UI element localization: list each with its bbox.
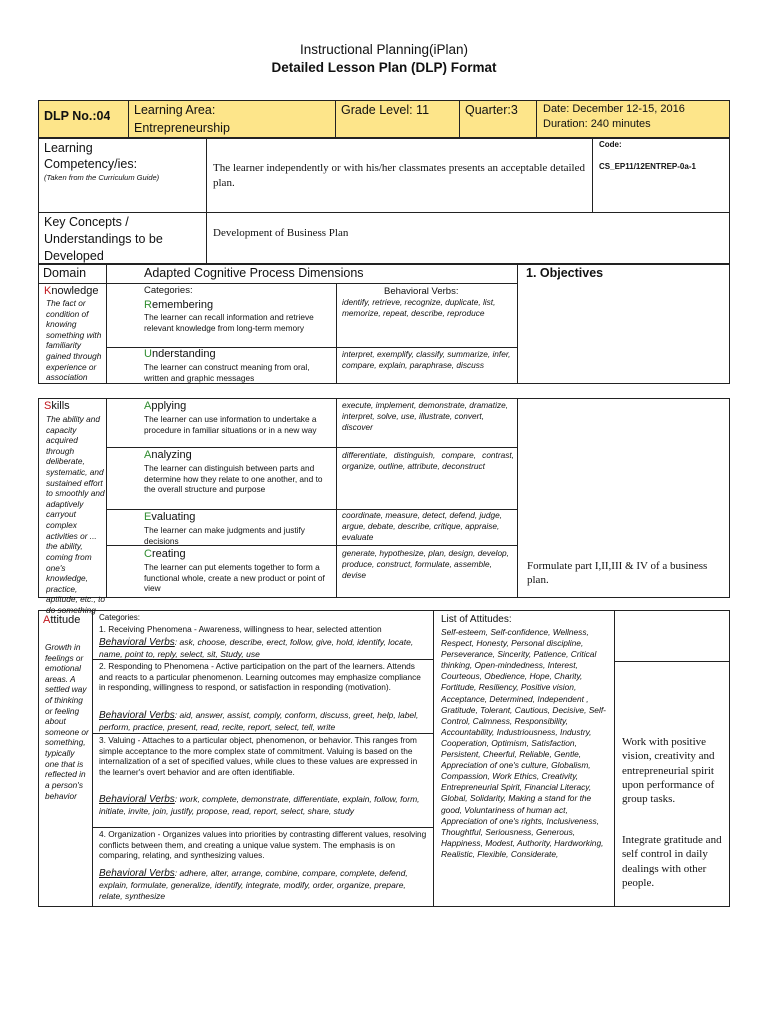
- creating-desc: The learner can put elements together to form a functional whole, create a new product or point of view: [144, 562, 325, 594]
- plan-title: Instructional Planning(iPlan): [299, 42, 469, 57]
- learning-area-value: Entrepreneurship: [134, 121, 230, 135]
- attitude-objective-1: Work with positive vision, creativity and entrepreneurial spirit upon performance of group tasks.: [622, 736, 715, 806]
- learning-area-label: Learning Area:: [134, 103, 216, 117]
- competency-label: Learning Competency/ies:: [44, 141, 138, 171]
- attitude-description: Growth in feelings or emotional areas. A settled way of thinking or feeling about someone or something, typically one that is reflected in a person's behavior: [45, 642, 89, 801]
- key-concepts-text: Development of Business Plan: [213, 227, 349, 239]
- quarter: Quarter:3: [465, 103, 518, 117]
- attitude-cat3-verbs: Behavioral Verbs: work, complete, demonstrate, differentiate, explain, follow, form, initiate, invite, join, justify, propose, read, report, select, share, study: [99, 794, 420, 816]
- plan-subtitle: Detailed Lesson Plan (DLP) Format: [271, 60, 497, 75]
- attitude-cat4: 4. Organization - Organizes values into priorities by contrasting different values, resolving conflicts between them, and creating a unique value system. The emphasis is on comparing, relating, and synthesizing values.: [99, 829, 427, 861]
- competency-sublabel: (Taken from the Curriculum Guide): [44, 173, 160, 182]
- applying-title: Applying: [144, 400, 187, 412]
- attitude-cat2: 2. Responding to Phenomena - Active participation on the part of the learners. Attends and reacts to a particular phenomenon. Learning outcomes may emphasize compliance in responding, willingness to respond, or satisfaction in responding (motivation).: [99, 661, 421, 693]
- understanding-verbs: interpret, exemplify, classify, summarize, infer, compare, explain, paraphrase, discuss: [342, 349, 511, 370]
- remembering-verbs: identify, retrieve, recognize, duplicate, list, memorize, repeat, describe, reproduce: [342, 297, 496, 318]
- verbs-label: Behavioral Verbs:: [384, 286, 459, 297]
- creating-verbs: generate, hypothesize, plan, design, develop, produce, construct, formulate, assemble, devise: [342, 548, 509, 580]
- lesson-duration: Duration: 240 minutes: [543, 118, 651, 130]
- code-value: CS_EP11/12ENTREP-0a-1: [599, 162, 696, 171]
- attitude-section: [38, 610, 730, 907]
- skills-description: The ability and capacity acquired through deliberate, systematic, and sustained effort to smoothly and adaptively carryout complex activities or ... the ability, coming from one's knowledge, practice, aptitude, etc., to do something: [46, 414, 106, 615]
- knowledge-title: Knowledge: [44, 285, 99, 297]
- evaluating-title: Evaluating: [144, 511, 196, 523]
- categories-label: Categories:: [144, 285, 193, 296]
- remembering-desc: The learner can recall information and retrieve relevant knowledge from long-term memory: [144, 312, 314, 333]
- attitude-title: Attitude: [43, 614, 81, 626]
- dlp-number: DLP No.:04: [44, 109, 111, 123]
- attitude-cat1: 1. Receiving Phenomena - Awareness, willingness to hear, selected attention: [99, 624, 382, 634]
- attitude-list: Self-esteem, Self-confidence, Wellness, Respect, Honesty, Personal discipline, Perseverance, Sincerity, Patience, Critical thinking, Open-mindedness, Interest, Courteous, Obedience, Hope, Charity, Fortitude, Resiliency, Positive vision, Acceptance, Determined, Independent , Gratitude, Tolerant, Cautious, Decisive, Self-Control, Calmness, Responsibility, Accountability, Industriousness, Industry, Cooperation, Optimism, Satisfaction, Persistent, Cheerful, Reliable, Gentle, Appreciation of one's culture, Globalism, Compassion, Work Ethics, Creativity, Entrepreneurial Spirit, Financial Literacy, Global, Solidarity, Making a stand for the good, Voluntariness of human act, Appreciation of one's rights, Inclusiveness, Thoughtful, Seriousness, Generous, Happiness, Modest, Authority, Hardworking, Realistic, Flexible, Considerate,: [441, 627, 606, 859]
- attitude-list-label: List of Attitudes:: [441, 614, 512, 625]
- skills-section: [38, 398, 730, 615]
- evaluating-desc: The learner can make judgments and justify decisions: [144, 525, 305, 546]
- skills-objective: Formulate part I,II,III & IV of a business plan.: [527, 560, 708, 587]
- skills-title: Skills: [44, 400, 70, 412]
- understanding-title: Understanding: [144, 348, 216, 360]
- attitude-cat3: 3. Valuing - Attaches to a particular object, phenomenon, or behavior. This ranges from simple acceptance to the more complex state of commitment. Valuing is based on the internalization of a set of specified values, while clues to these values are expressed in the learner's overt behavior and are often identifiable.: [99, 735, 418, 777]
- evaluating-verbs: coordinate, measure, detect, defend, judge, argue, debate, describe, critique, appraise, evaluate: [342, 510, 503, 542]
- objectives-header: 1. Objectives: [526, 266, 604, 280]
- creating-title: Creating: [144, 548, 186, 560]
- knowledge-description: The fact or condition of knowing something with familiarity gained through experience or association: [46, 298, 102, 383]
- analyzing-title: Analyzing: [144, 449, 192, 461]
- code-label: Code:: [599, 140, 622, 149]
- understanding-desc: The learner can construct meaning from oral, written and graphic messages: [144, 362, 310, 383]
- analyzing-verbs: differentiate, distinguish, compare, contrast, organize, outline, attribute, deconstruct: [342, 450, 514, 471]
- analyzing-desc: The learner can distinguish between parts and determine how they relate to one another, and to the overall structure and purpose: [144, 463, 323, 495]
- info-row: [38, 100, 730, 138]
- competency-section: [38, 138, 730, 264]
- adapted-header: Adapted Cognitive Process Dimensions: [144, 266, 364, 280]
- competency-text: The learner independently or with his/her classmates presents an acceptable detailed plan.: [213, 162, 585, 189]
- grade-level: Grade Level: 11: [341, 103, 430, 117]
- domain-header: Domain: [43, 266, 87, 280]
- lesson-date: Date: December 12-15, 2016: [543, 103, 685, 115]
- applying-desc: The learner can use information to undertake a procedure in familiar situations or in a new way: [144, 414, 317, 435]
- key-concepts-label: Key Concepts / Understandings to be Developed: [44, 215, 163, 263]
- knowledge-section: [38, 264, 730, 384]
- remembering-title: Remembering: [144, 299, 214, 311]
- attitude-cat1-verbs: Behavioral Verbs: ask, choose, describe, erect, follow, give, hold, identify, locate, name, point to, reply, select, sit, Study, use: [99, 637, 414, 659]
- attitude-cat2-verbs: Behavioral Verbs: aid, answer, assist, comply, conform, discuss, greet, help, label, perform, practice, present, read, recite, report, select, tell, write: [99, 710, 419, 732]
- attitude-categories-label: Categories:: [99, 613, 140, 622]
- attitude-cat4-verbs: Behavioral Verbs: adhere, alter, arrange, combine, compare, complete, defend, explain, formulate, generalize, identify, integrate, modify, order, organize, prepare, relate, synthesize: [99, 868, 408, 902]
- attitude-objective-2: Integrate gratitude and self control in daily dealings with other people.: [622, 834, 722, 889]
- applying-verbs: execute, implement, demonstrate, dramatize, interpret, solve, use, illustrate, convert, discover: [342, 400, 509, 432]
